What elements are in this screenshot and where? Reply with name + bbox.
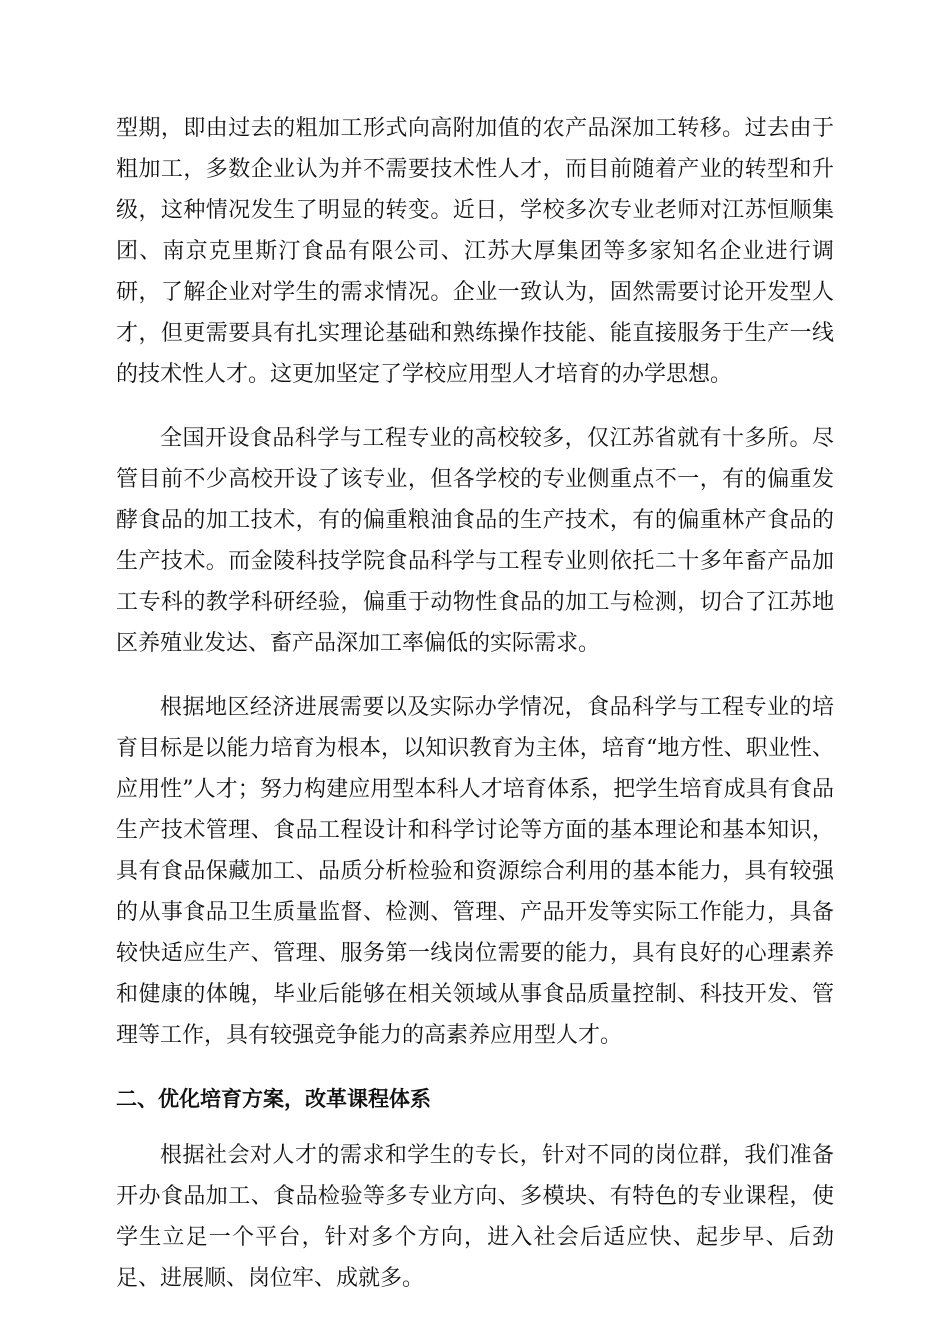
paragraph-continuation: 型期，即由过去的粗加工形式向高附加值的农产品深加工转移。过去由于粗加工，多数企业认为并不需要技术性人才，而目前随着产业的转型和升级，这种情况发生了明显的转变。近日，学校多次专业老师对江苏恒顺集团、南京克里斯汀食品有限公司、江苏大厚集团等多家知名企业进行调研，了解企业对学生的需求情况。企业一致认为，固然需要讨论开发型人才，但更需要具有扎实理论基础和熟练操作技能、能直接服务于生产一线的技术性人才。这更加坚定了学校应用型人才培育的办学思想。 <box>116 116 834 387</box>
section-heading: 二、优化培育方案，改革课程体系 <box>116 1087 431 1111</box>
paragraph-universities: 全国开设食品科学与工程专业的高校较多，仅江苏省就有十多所。尽管目前不少高校开设了该专业，但各学校的专业侧重点不一，有的偏重发酵食品的加工技术，有的偏重粮油食品的生产技术，有的偏重林产食品的生产技术。而金陵科技学院食品科学与工程专业则依托二十多年畜产品加工专科的教学科研经验，偏重于动物性食品的加工与检测，切合了江苏地区养殖业发达、畜产品深加工率偏低的实际需求。 <box>116 426 834 656</box>
document-page <box>116 108 834 1322</box>
paragraph-curriculum: 根据社会对人才的需求和学生的专长，针对不同的岗位群，我们准备开办食品加工、食品检验等多专业方向、多模块、有特色的专业课程，使学生立足一个平台，针对多个方向，进入社会后适应快、起步早、后劲足、进展顺、岗位牢、成就多。 <box>116 1143 834 1291</box>
paragraph-training-goals: 根据地区经济进展需要以及实际办学情况，食品科学与工程专业的培育目标是以能力培育为根本，以知识教育为主体，培育“地方性、职业性、应用性”人才；努力构建应用型本科人才培育体系，把学生培育成具有食品生产技术管理、食品工程设计和科学讨论等方面的基本理论和基本知识，具有食品保藏加工、品质分析检验和资源综合利用的基本能力，具有较强的从事食品卫生质量监督、检测、管理、产品开发等实际工作能力，具备较快适应生产、管理、服务第一线岗位需要的能力，具有良好的心理素养和健康的体魄，毕业后能够在相关领域从事食品质量控制、科技开发、管理等工作，具有较强竞争能力的高素养应用型人才。 <box>116 695 834 1048</box>
